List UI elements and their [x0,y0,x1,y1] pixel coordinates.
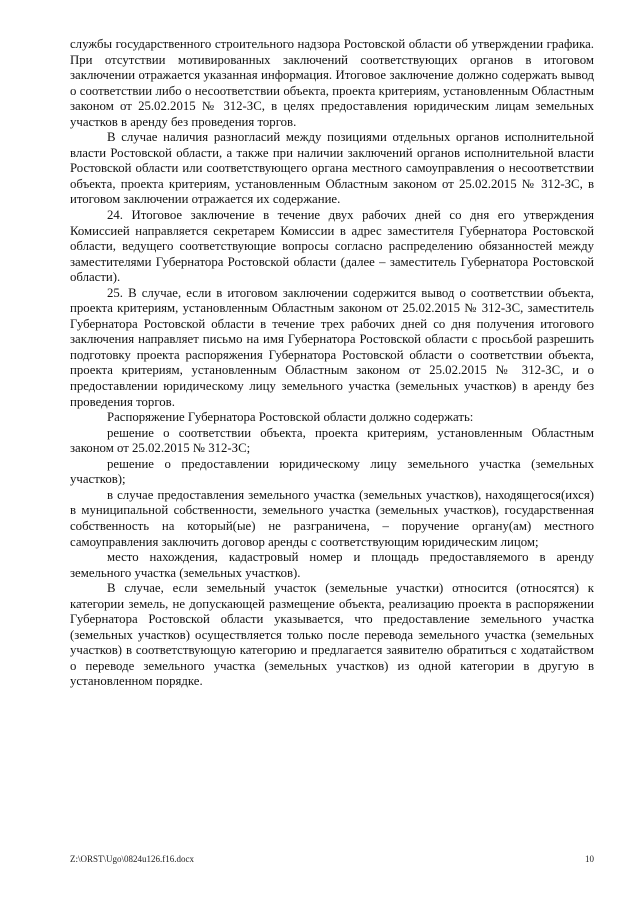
paragraph: 24. Итоговое заключение в течение двух рабочих дней со дня его утверждения Комиссией направляется секретарем Комиссии в адрес заместителя Губернатора Ростовской области, ведущего соответствующие вопросы согласно распределению обязанностей между заместителями Губернатора Ростовской области (далее – заместитель Губернатора Ростовской области). [70,208,594,285]
paragraph: В случае наличия разногласий между позициями отдельных органов исполнительной власти Ростовской области, а также при наличии заключений органов исполнительной власти Ростовской области или соответствующего органа местного самоуправления о несоответствии объекта, проекта критериям, установленным Областным законом от 25.02.2015 № 312-ЗС, в итоговом заключении отражается их содержание. [70,130,594,207]
document-body [70,37,594,690]
paragraph: решение о предоставлении юридическому лицу земельного участка (земельных участков); [70,456,594,487]
paragraph: службы государственного строительного надзора Ростовской области об утверждении графика. При отсутствии мотивированных заключений соответствующих органов в итоговом заключении отражается указанная информация. Итоговое заключение должно содержать вывод о соответствии либо о несоответствии объекта, проекта критериям, установленным Областным законом от 25.02.2015 № 312-ЗС, в целях предоставления юридическим лицам земельных участков в аренду без проведения торгов. [70,37,594,129]
paragraph: решение о соответствии объекта, проекта критериям, установленным Областным законом от 25.02.2015 № 312-ЗС; [70,425,594,456]
paragraph: 25. В случае, если в итоговом заключении содержится вывод о соответствии объекта, проекта критериям, установленным Областным законом от 25.02.2015 № 312-ЗС, заместитель Губернатора Ростовской области в течение трех рабочих дней со дня получения итогового заключения направляет письмо на имя Губернатора Ростовской области с просьбой разрешить подготовку проекта распоряжения Губернатора Ростовской области о соответствии объекта, проекта критериям, установленным Областным законом от 25.02.2015 № 312-ЗС, и о предоставлении юридическому лицу земельного участка (земельных участков) в аренду без проведения торгов. [70,285,594,409]
page-number: 10 [585,854,594,864]
footer-file-path: Z:\ORST\Ugo\0824u126.f16.docx [70,854,194,864]
paragraph: в случае предоставления земельного участка (земельных участков), находящегося(ихся) в муниципальной собственности, земельного участка (земельных участков), государственная собственность на который(ые) не разграничена, – поручение органу(ам) местного самоуправления заключить договор аренды с соответствующим юридическим лицом; [70,487,594,549]
paragraph: В случае, если земельный участок (земельные участки) относится (относятся) к категории земель, не допускающей размещение объекта, реализацию проекта в распоряжении Губернатора Ростовской области указывается, что предоставление земельного участка (земельных участков) осуществляется только после перевода земельного участка (земельных участков) в соответствующую категорию и предлагается заявителю обратиться с ходатайством о переводе земельного участка (земельных участков) из одной категории в другую в установленном порядке. [70,581,594,689]
paragraph: Распоряжение Губернатора Ростовской области должно содержать: [107,410,474,425]
paragraph: место нахождения, кадастровый номер и площадь предоставляемого в аренду земельного участка (земельных участков). [70,550,594,580]
